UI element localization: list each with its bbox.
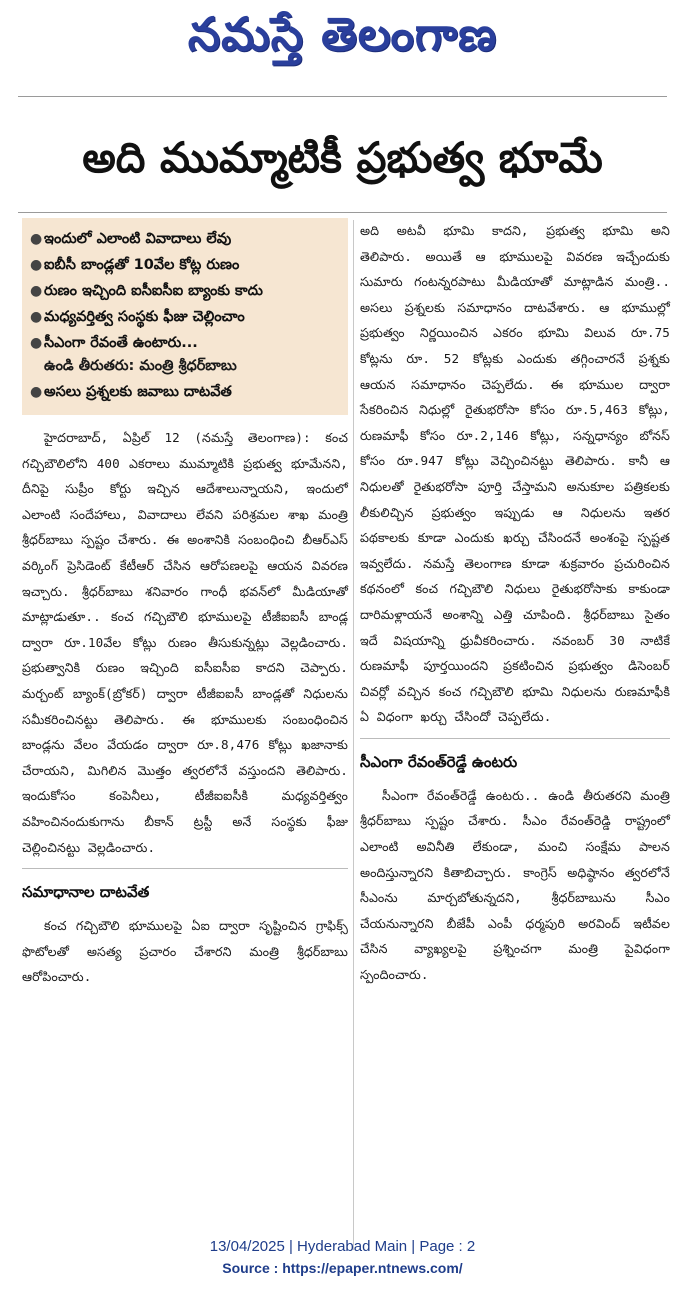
section-subheading: సీఎంగా రేవంత్‌రెడ్డే ఉంటరు: [360, 752, 518, 771]
masthead-title: నమస్తే తెలంగాణ: [187, 7, 498, 61]
highlight-item: ● మధ్యవర్తిత్వ సంస్థకు ఫీజు చెల్లించాం: [30, 309, 245, 325]
right-column: [360, 218, 670, 988]
article-paragraph: అది అటవీ భూమి కాదని, ప్రభుత్వ భూమి అని తెలిపారు. అయితే ఆ భూములపై వివరణ ఇచ్చేందుకు సుమారు గంటన్నరపాటు మీడియాతో మాట్లాడిన మంత్రి.. అసలు ప్రశ్నలకు సమాధానం దాటవేశారు. ఆ భూముల్లో ప్రభుత్వం నిర్ణయించిన ఎకరం భూమి విలువ రూ.75 కోట్లను రూ. 52 కోట్లకు ఎందుకు తగ్గించారనే ప్రశ్నకు ఆయన సమాధానం చెప్పలేదు. ఈ భూముల ద్వారా సేకరించిన నిధుల్లో రైతుభరోసా కోసం రూ.5,463 కోట్లు, రుణమాఫీ కోసం రూ.2,146 కోట్లు, సన్నధాన్యం బోనస్ కోసం రూ.947 కోట్లు వెచ్చించినట్టు తెలిపారు. కానీ ఆ నిధులతో రైతుభరోసా పూర్తి చేస్తామని అనుకూల పత్రికలకు లీకులిచ్చిన ప్రభుత్వం ఇప్పుడు ఆ నిధులను ఇతర పథకాలకు కూడా ఎందుకు ఖర్చు చేసిందనే అంశంపై స్పష్టత ఇవ్వలేదు. నమస్తే తెలంగాణ కూడా శుక్రవారం ప్రచురించిన కథనంలో కంచ గచ్చిబౌలి నిధులు రైతుభరోసాకు కాకుండా దారిమళ్లాయనే అంశాన్ని ఎత్తి చూపింది. శ్రీధర్‌బాబు సైతం ఇదే విషయాన్ని ధ్రువీకరించారు. నవంబర్ 30 నాటికే రుణమాఫీ పూర్తయిందని ప్రకటించిన ప్రభుత్వం డిసెంబర్ చివర్లో వచ్చిన కంచ గచ్చిబౌలి భూమి నిధులను రుణమాఫీకి ఏ విధంగా ఖర్చు చేసిందో చెప్పలేదు.: [360, 223, 670, 725]
highlight-item: ● అసలు ప్రశ్నలకు జవాబు దాటవేత: [30, 384, 232, 400]
highlight-item: ● ఇందులో ఎలాంటి వివాదాలు లేవు: [30, 231, 232, 247]
highlight-item: ● ఐబీసీ బాండ్లతో 10వేల కోట్ల రుణం: [30, 257, 240, 273]
newspaper-masthead: [0, 0, 685, 80]
column-divider: [353, 220, 354, 1250]
article-headline: అది ముమ్మాటికీ ప్రభుత్వ భూమే: [82, 133, 603, 182]
divider: [18, 96, 667, 97]
bullet-icon: ●: [30, 283, 43, 299]
highlight-subline: ఉండి తీరుతరు: మంత్రి శ్రీధర్‌బాబు: [44, 358, 237, 374]
bullet-icon: ●: [30, 384, 43, 400]
highlight-item: ● రుణం ఇచ్చింది ఐసీఐసీఐ బ్యాంకు కాదు: [30, 283, 263, 299]
divider: [22, 868, 348, 869]
bullet-icon: ●: [30, 309, 43, 325]
edition-info: 13/04/2025 | Hyderabad Main | Page : 2: [209, 1238, 476, 1255]
bullet-icon: ●: [30, 335, 43, 351]
article-paragraph: సీఎంగా రేవంత్‌రెడ్డే ఉంటరు.. ఉండి తీరుతరని మంత్రి శ్రీధర్‌బాబు స్పష్టం చేశారు. సీఎం రేవంత్‌రెడ్డి రాష్ట్రంలో ఎలాంటి అవినీతి లేకుండా, మంచి సంక్షేమ పాలన అందిస్తున్నారని కితాబిచ్చారు. కాంగ్రెస్ అధిష్ఠానం త్వరలోనే సీఎంను మార్చబోతున్నదని, శ్రీధర్‌బాబును సీఎం చేయనున్నారని బీజేపీ ఎంపీ ధర్మపురి అరవింద్ ఇటీవల చేసిన వ్యాఖ్యలపై ప్రశ్నించగా మంత్రి పైవిధంగా స్పందించారు.: [360, 787, 670, 983]
bullet-icon: ●: [30, 231, 43, 247]
bullet-icon: ●: [30, 257, 43, 273]
left-column: [22, 218, 348, 990]
highlight-item: ● సీఎంగా రేవంతే ఉంటారు...: [30, 335, 198, 351]
divider: [18, 212, 667, 213]
highlights-box: [22, 218, 348, 415]
divider: [360, 738, 670, 739]
article-paragraph: హైదరాబాద్, ఏప్రిల్ 12 (నమస్తే తెలంగాణ): కంచ గచ్చిబౌలిలోని 400 ఎకరాలు ముమ్మాటికి ప్రభుత్వ భూమేనని, దీనిపై సుప్రీం కోర్టు ఇచ్చిన ఆదేశాలున్నాయని, ఇందులో ఎలాంటి సందేహాలు, వివాదాలు లేవని పరిశ్రమల శాఖ మంత్రి శ్రీధర్‌బాబు స్పష్టం చేశారు. ఈ అంశానికి సంబంధించి బీఆర్‌ఎస్ వర్కింగ్ ప్రెసిడెంట్ కేటీఆర్ చేసిన ఆరోపణలపై ఆయన వివరణ ఇచ్చారు. శ్రీధర్‌బాబు శనివారం గాంధీ భవన్‌లో మీడియాతో మాట్లాడుతూ.. కంచ గచ్చిబౌలి భూములపై టీజీఐఐసీ బాండ్ల ద్వారా రూ.10వేల కోట్లు రుణం తీసుకున్నట్లు వెల్లడించారు. ప్రభుత్వానికి రుణం ఇచ్చింది ఐసీఐసీఐ కాదని చెప్పారు. మర్చంట్ బ్యాంక్(బ్రోకర్) ద్వారా టీజీఐఐసీ బాండ్లతో నిధులను సమీకరించినట్టు తెలిపారు. ఈ భూములకు సంబంధించిన బాండ్లను వేలం వేయడం ద్వారా రూ.8,476 కోట్లు ఖజానాకు చేరాయని, మిగిలిన మొత్తం త్వరలోనే వస్తుందని తెలిపారు. ఇందుకోసం కంపెనీలు, టీజీఐఐసీకి మధ్యవర్తిత్వం వహించినందుకుగాను బీకాన్ ట్రస్టీ అనే సంస్థకు ఫీజు చెల్లించినట్టు వెల్లడించారు.: [22, 430, 348, 855]
article-paragraph: కంచ గచ్చిబౌలి భూములపై ఏఐ ద్వారా సృష్టించిన గ్రాఫిక్స్ ఫొటోలతో అసత్య ప్రచారం చేశారని మంత్రి శ్రీధర్‌బాబు ఆరోపించారు.: [22, 918, 348, 985]
section-subheading: సమాధానాల దాటవేత: [22, 883, 150, 902]
source-link[interactable]: Source : https://epaper.ntnews.com/: [222, 1260, 463, 1276]
